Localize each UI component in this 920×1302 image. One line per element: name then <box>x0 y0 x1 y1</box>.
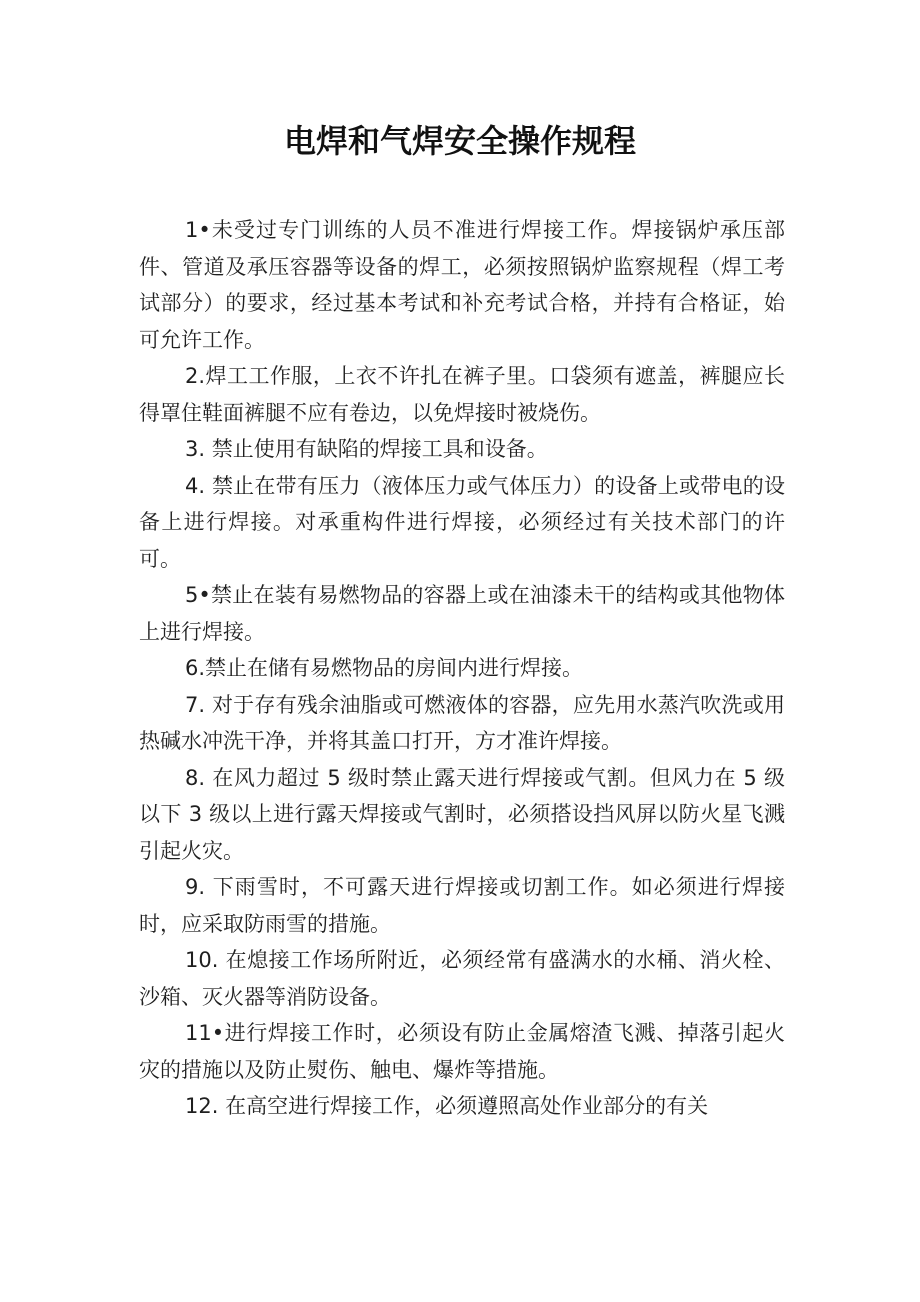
rule-paragraph-4: 4. 禁止在带有压力（液体压力或气体压力）的设备上或带电的设备上进行焊接。对承重构件进行焊接，必须经过有关技术部门的许可。 <box>139 473 785 571</box>
rule-paragraph-3: 3. 禁止使用有缺陷的焊接工具和设备。 <box>185 437 548 461</box>
rule-paragraph-6: 6.禁止在储有易燃物品的房间内进行焊接。 <box>185 656 584 680</box>
rule-paragraph-1: 1•未受过专门训练的人员不准进行焊接工作。焊接锅炉承压部件、管道及承压容器等设备的焊工，必须按照锅炉监察规程（焊工考试部分）的要求，经过基本考试和补充考试合格，并持有合格证，始可允许工作。 <box>139 218 785 352</box>
rule-paragraph-10: 10. 在熄接工作场所附近，必须经常有盛满水的水桶、消火栓、沙箱、灭火器等消防设备。 <box>139 948 785 1009</box>
rule-paragraph-2: 2.焊工工作服，上衣不许扎在裤子里。口袋须有遮盖，裤腿应长得罩住鞋面裤腿不应有卷边，以免焊接时被烧伤。 <box>139 364 785 425</box>
rule-paragraph-12: 12. 在高空进行焊接工作，必须遵照高处作业部分的有关 <box>185 1094 709 1118</box>
document-body <box>139 212 785 1125</box>
rule-paragraph-11: 11•进行焊接工作时，必须设有防止金属熔渣飞溅、掉落引起火灾的措施以及防止熨伤、触电、爆炸等措施。 <box>139 1021 785 1082</box>
rule-paragraph-7: 7. 对于存有残余油脂或可燃液体的容器，应先用水蒸汽吹洗或用热碱水冲洗干净，并将其盖口打开，方才准许焊接。 <box>139 692 785 753</box>
document-title: 电焊和气焊安全操作规程 <box>283 122 636 160</box>
rule-paragraph-8: 8. 在风力超过 5 级时禁止露天进行焊接或气割。但风力在 5 级以下 3 级以上进行露天焊接或气割时，必须搭设挡风屏以防火星飞溅引起火灾。 <box>139 765 785 863</box>
rule-paragraph-5: 5•禁止在装有易燃物品的容器上或在油漆未干的结构或其他物体上进行焊接。 <box>139 583 785 644</box>
rule-paragraph-9: 9. 下雨雪时，不可露天进行焊接或切割工作。如必须进行焊接时，应采取防雨雪的措施。 <box>139 875 785 936</box>
